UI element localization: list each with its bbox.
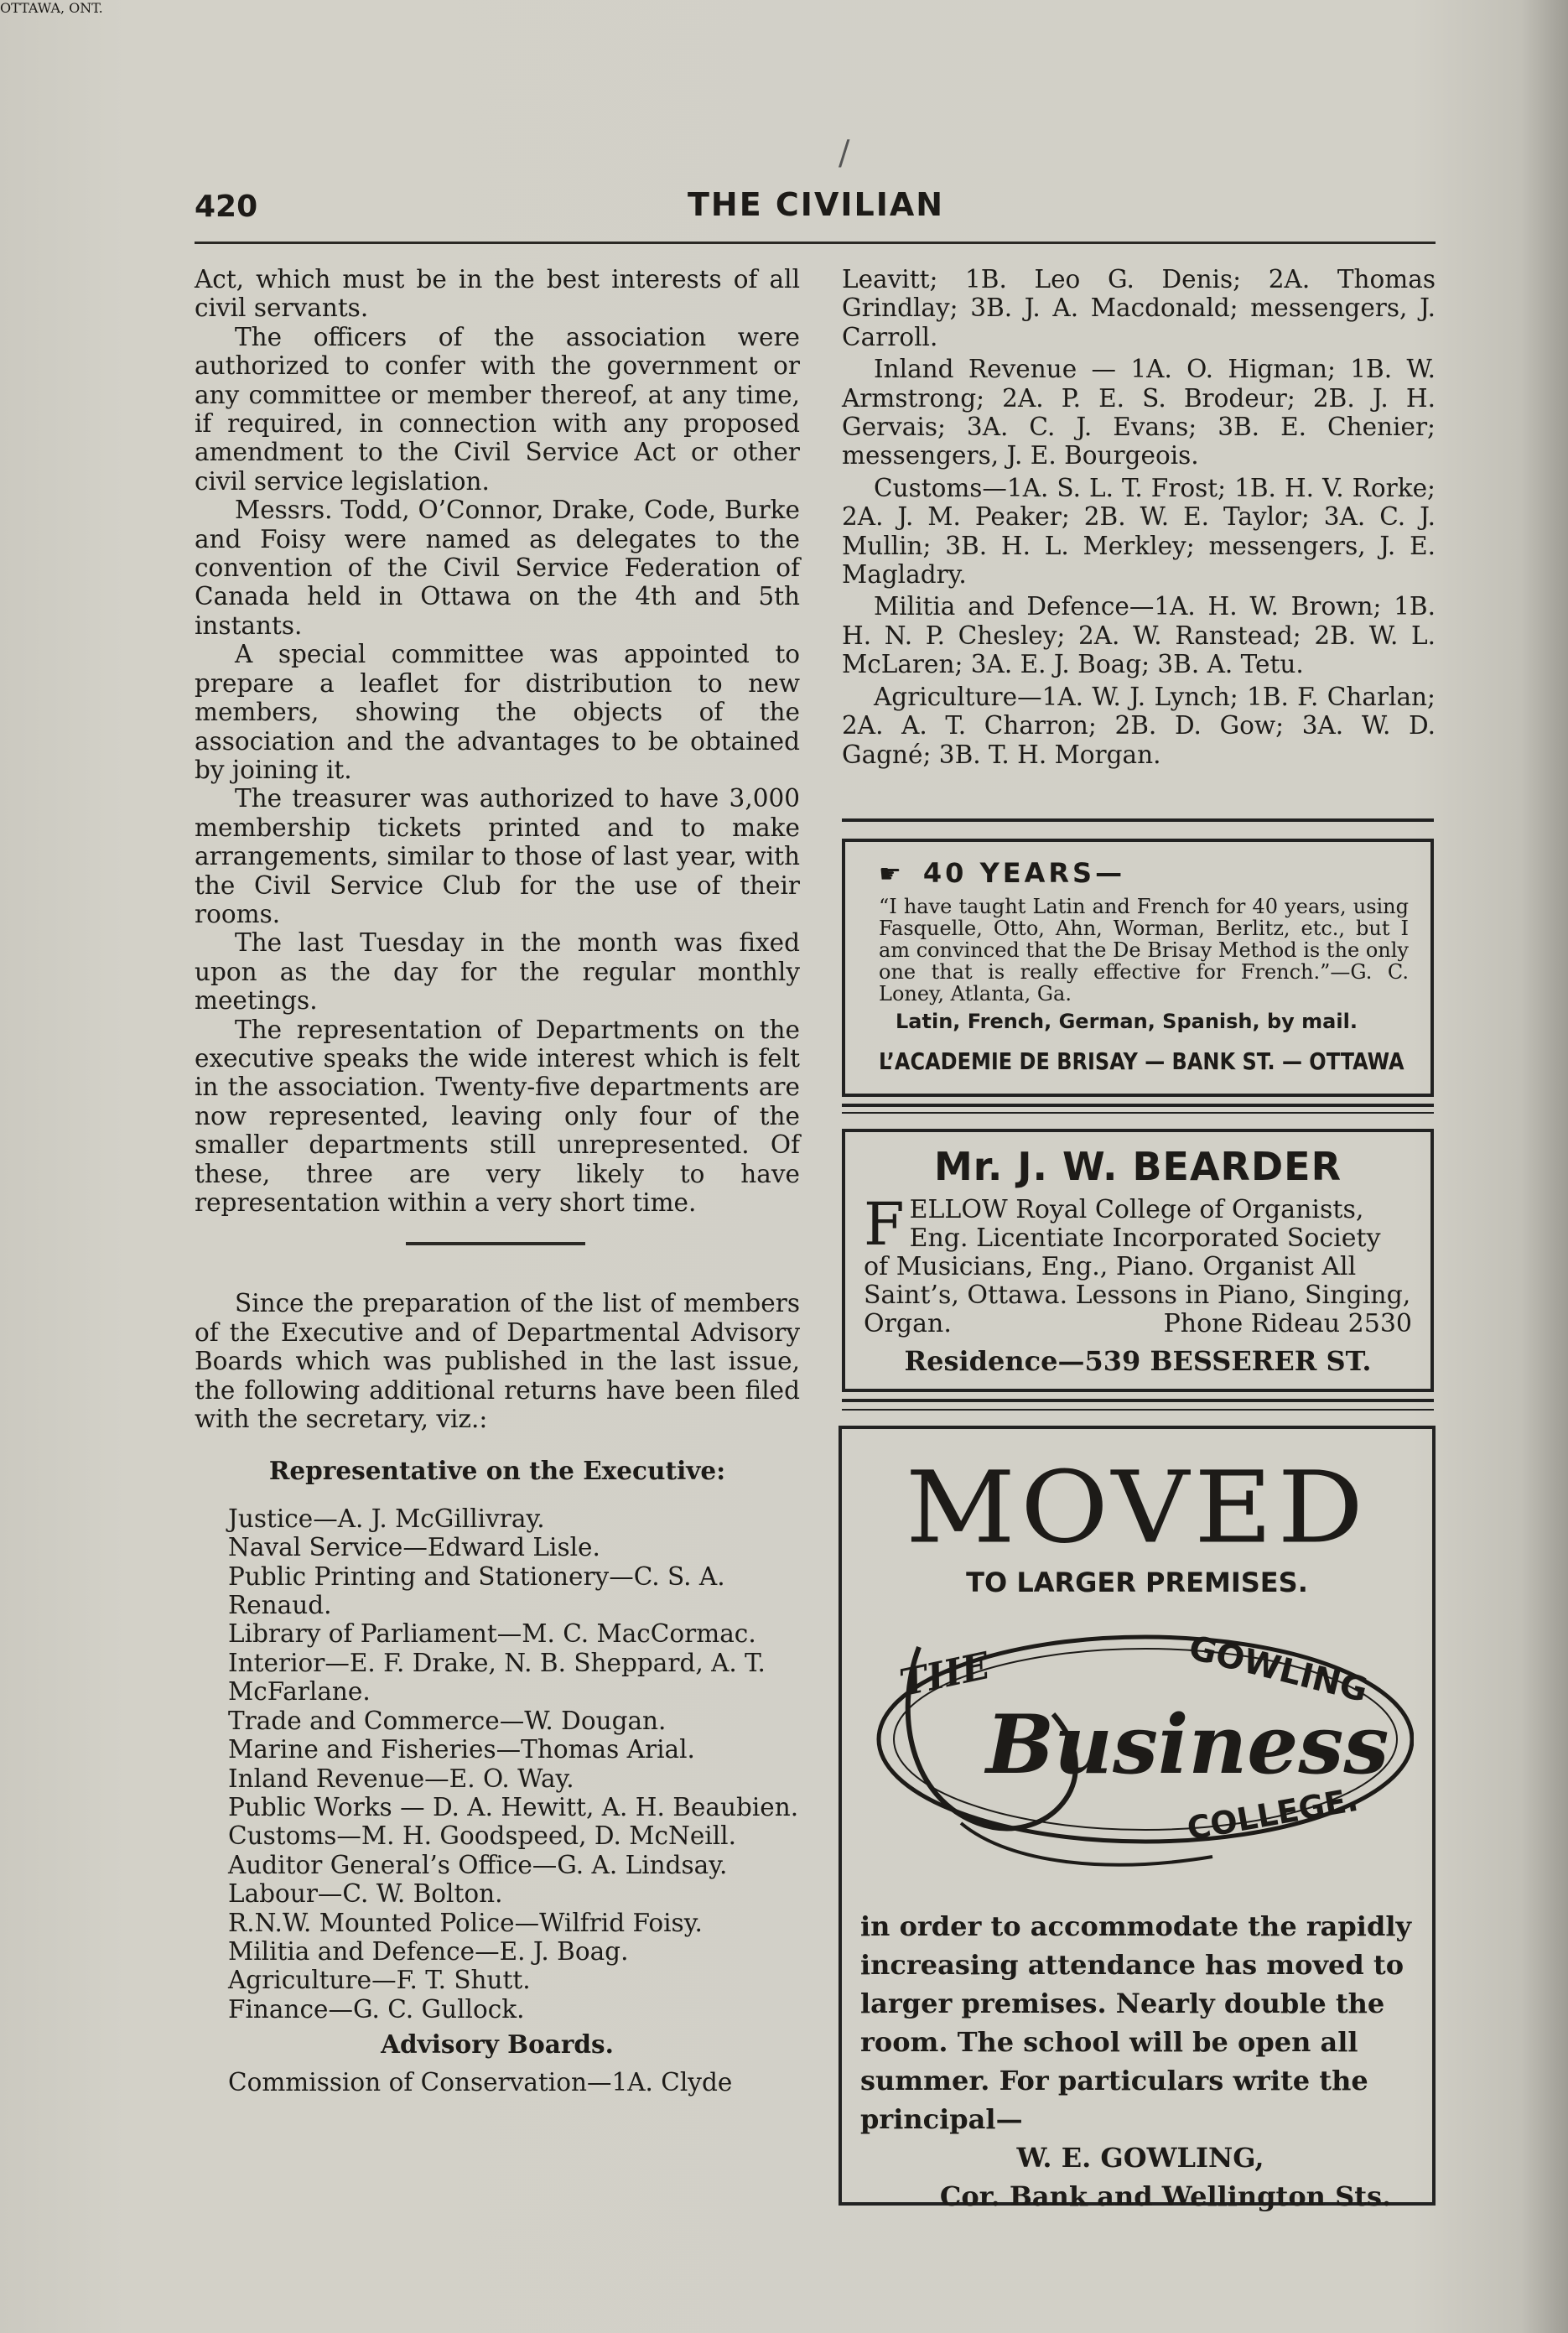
ad-rule: [842, 1399, 1434, 1402]
moved-headline: MOVED: [905, 1451, 1369, 1567]
list-item: Customs—M. H. Goodspeed, D. McNeill.: [228, 1821, 736, 1851]
ad-rule: [842, 818, 1434, 822]
running-title: THE CIVILIAN: [688, 186, 945, 223]
paragraph: Inland Revenue — 1A. O. Higman; 1B. W. Armstrong; 2A. P. E. S. Brodeur; 2B. J. H. Gervais; 3A. C. J. Evans; 3B. E. Chenier; messengers, J. E. Bourgeois.: [842, 355, 1436, 470]
paragraph: Messrs. Todd, O’Connor, Drake, Code, Burke and Foisy were named as delegates to the convention of the Civil Service Federation of Canada held in Ottawa on the 4th and 5th instants.: [195, 496, 800, 640]
drop-cap: F: [864, 1190, 905, 1259]
list-item: Inland Revenue—E. O. Way.: [228, 1764, 574, 1793]
school-address: L’ACADEMIE DE BRISAY — BANK ST. — OTTAWA: [879, 1047, 1404, 1076]
college-logo: [860, 1613, 1414, 1882]
section-separator: [406, 1242, 585, 1245]
testimonial-quote: “I have taught Latin and French for 40 years, using Fasquelle, Otto, Ahn, Worman, Berlitz, etc., but I am convinced that the De Brisay Method is the only one that is really effective for French.”—G. C. Loney, Atlanta, Ga.: [879, 895, 1409, 1005]
left-column: [195, 265, 800, 2097]
ad-body: in order to accommodate the rapidly increasing attendance has moved to larger premises. Nearly double the room. The school will be open all summer. For particulars write the principal—: [860, 1910, 1412, 2135]
paragraph: Militia and Defence—1A. H. W. Brown; 1B. H. N. P. Chesley; 2A. W. Ranstead; 2B. W. L. McLaren; 3A. E. J. Boag; 3B. A. Tetu.: [842, 592, 1436, 679]
residence-address: Residence—539 BESSERER ST.: [904, 1345, 1372, 1377]
advisory-heading: Advisory Boards.: [381, 2029, 614, 2060]
paragraph: Customs—1A. S. L. T. Frost; 1B. H. V. Rorke; 2A. J. M. Peaker; 2B. W. E. Taylor; 3A. C. J. Mullin; 3B. H. L. Merkley; messengers, J. E. Magladry.: [842, 473, 1436, 590]
ad-rule: [842, 1409, 1434, 1411]
list-item: Public Works — D. A. Hewitt, A. H. Beaubien.: [228, 1792, 799, 1821]
list-item: Agriculture—F. T. Shutt.: [228, 1966, 531, 1995]
list-item: Militia and Defence—E. J. Boag.: [228, 1936, 629, 1966]
paragraph: Leavitt; 1B. Leo G. Denis; 2A. Thomas Grindlay; 3B. J. A. Macdonald; messengers, J. Carroll.: [842, 265, 1436, 351]
list-item: Naval Service—Edward Lisle.: [228, 1533, 600, 1562]
paragraph: Agriculture—1A. W. J. Lynch; 1B. F. Charlan; 2A. A. T. Charron; 2B. D. Gow; 3A. W. D. Gagné; 3B. T. H. Morgan.: [842, 682, 1436, 769]
phone-number: Phone Rideau 2530: [1163, 1309, 1412, 1338]
list-item: Justice—A. J. McGillivray.: [228, 1504, 545, 1533]
paragraph: The last Tuesday in the month was fixed upon as the day for the regular monthly meetings.: [195, 928, 800, 1016]
ad-body: FELLOW Royal College of Organists, Eng. Licentiate Incorporated Society of Musicians, Eng., Piano. Organist All Saint’s, Ottawa. Lessons in Piano, Singing, Organ. Phone Rideau 2530: [864, 1190, 1412, 1338]
ad-rule: [842, 1104, 1434, 1107]
ad-title: ☛ 40 YEARS—: [879, 857, 1126, 889]
list-item: Marine and Fisheries—Thomas Arial.: [228, 1735, 695, 1764]
paragraph: Act, which must be in the best interests of all civil servants.: [195, 265, 800, 323]
list-item: Commission of Conservation—1A. Clyde: [228, 2067, 733, 2097]
paragraph: The representation of Departments on the executive speaks the wide interest which is felt in the association. Twenty-five departments are now represented, leaving only four of the smaller departments still unrepresented. Of these, three are very likely to have representation within a very short time.: [195, 1015, 800, 1217]
logo-college-text: COLLEGE.: [1184, 1780, 1362, 1847]
list-item: Public Printing and Stationery—C. S. A. Renaud.: [228, 1561, 725, 1620]
paragraph: The treasurer was authorized to have 3,000 membership tickets printed and to make arrangements, similar to those of last year, with the Civil Service Club for the use of their rooms.: [195, 784, 800, 928]
gowling-advertisement: [839, 1426, 1436, 2212]
page-number: 420: [195, 190, 258, 224]
paragraph: The officers of the association were authorized to confer with the government or any committee or member thereof, at any time, if required, in connection with any proposed amendment to the Civil Service Act or other civil service legislation.: [195, 322, 800, 496]
advertiser-name: Mr. J. W. BEARDER: [933, 1144, 1342, 1189]
brisay-advertisement: [842, 839, 1434, 1097]
paragraph: A special committee was appointed to prepare a leaflet for distribution to new members, showing the objects of the association and the advantages to be obtained by joining it.: [195, 640, 800, 784]
logo-graphic: [860, 1613, 1414, 1882]
bearder-advertisement: [842, 1129, 1434, 1392]
right-column: [842, 265, 1436, 772]
list-item: Trade and Commerce—W. Dougan.: [228, 1706, 667, 1735]
college-location: OTTAWA, ONT.: [0, 0, 103, 16]
pencil-mark: /: [839, 134, 850, 173]
ad-rule: [842, 1112, 1434, 1114]
college-address: Cor. Bank and Wellington Sts.: [939, 2180, 1392, 2212]
logo-business-text: Business: [986, 1697, 1389, 1792]
list-item: Auditor General’s Office—G. A. Lindsay.: [228, 1850, 728, 1879]
executive-heading: Representative on the Executive:: [268, 1456, 726, 1486]
list-item: Library of Parliament—M. C. MacCormac.: [228, 1619, 756, 1649]
list-item: Interior—E. F. Drake, N. B. Sheppard, A. T. McFarlane.: [228, 1648, 766, 1707]
intro-paragraph: Since the preparation of the list of members of the Executive and of Departmental Advisory Boards which was published in the last issue, the following additional returns have been filed with the secretary, viz.:: [195, 1289, 800, 1434]
ad-text: [860, 1907, 1420, 2216]
list-item: R.N.W. Mounted Police—Wilfrid Foisy.: [228, 1908, 703, 1937]
ad-subtitle: TO LARGER PREMISES.: [966, 1567, 1308, 1598]
logo-gowling-text: GOWLING: [1185, 1628, 1372, 1711]
principal-name: W. E. GOWLING,: [1016, 2142, 1264, 2174]
header-rule: [195, 242, 1436, 244]
list-item: Finance—G. C. Gullock.: [228, 1994, 525, 2024]
languages-line: Latin, French, German, Spanish, by mail.: [896, 1010, 1358, 1033]
pointing-hand-icon: ☛: [879, 860, 905, 889]
list-item: Labour—C. W. Bolton.: [228, 1879, 503, 1909]
logo-the-text: THE: [896, 1644, 994, 1706]
